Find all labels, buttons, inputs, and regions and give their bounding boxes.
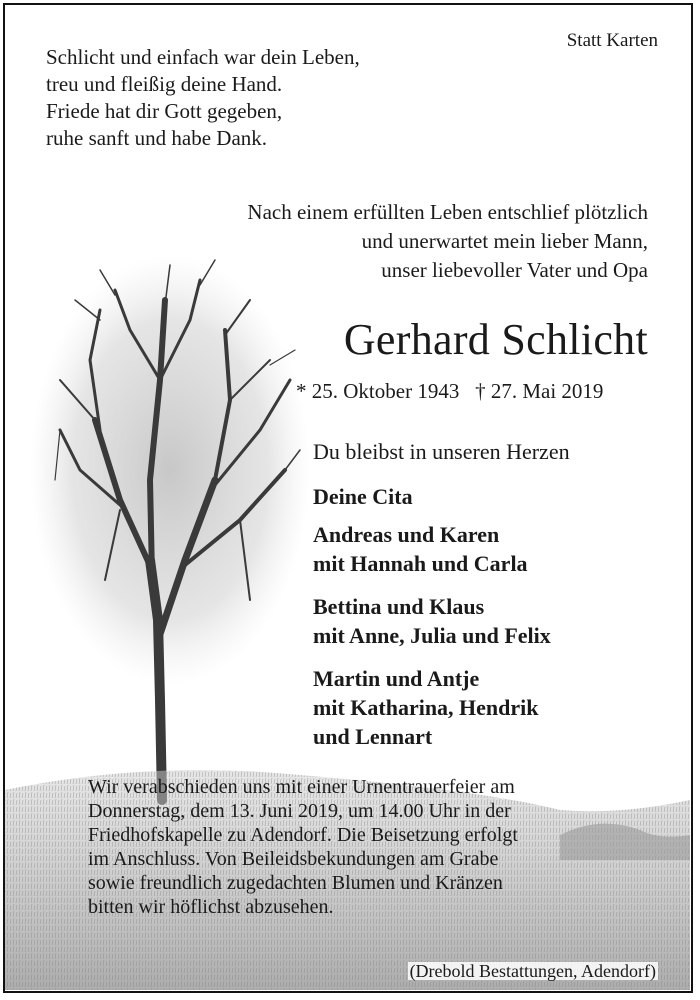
announcement-line: Friedhofskapelle zu Adendorf. Die Beisetzung erfolgt [88,824,518,846]
poem-line: Schlicht und einfach war dein Leben, [46,45,360,69]
family-line: mit Katharina, Hendrik [313,695,539,720]
announcement-line: im Anschluss. Von Beileidsbekundungen am Grabe [88,848,499,870]
poem-line: treu und fleißig deine Hand. [46,72,283,96]
family-line: Martin und Antje [313,666,480,691]
announcement-line: Wir verabschieden uns mit einer Urnentrauerfeier am [88,776,515,798]
family-group [313,482,413,511]
family-line: Andreas und Karen [313,522,500,547]
poem [46,44,360,152]
intro-line: unser liebevoller Vater und Opa [381,258,648,282]
announcement-line: bitten wir höflichst abzusehen. [88,896,334,918]
family-line: Deine Cita [313,484,413,509]
funeral-announcement [88,775,518,919]
family-line: mit Hannah und Carla [313,551,528,576]
poem-line: Friede hat dir Gott gegeben, [46,99,283,123]
funeral-home-credit: (Drebold Bestattungen, Adendorf) [409,961,656,981]
family-line: und Lennart [313,724,433,749]
closing-line: Du bleibst in unseren Herzen [313,439,570,464]
intro-line: Nach einem erfüllten Leben entschlief plötzlich [247,200,648,224]
family-line: Bettina und Klaus [313,594,485,619]
announcement-line: Donnerstag, dem 13. Juni 2019, um 14.00 Uhr in der [88,800,511,822]
family-group [313,520,528,578]
announcement-line: sowie freundlich zugedachten Blumen und Kränzen [88,872,503,894]
family-line: mit Anne, Julia und Felix [313,623,551,648]
birth-date: * 25. Oktober 1943 [296,379,460,403]
family-group [313,592,551,650]
life-dates [296,381,603,402]
statt-karten-label: Statt Karten [566,30,658,51]
intro-line: und unerwartet mein lieber Mann, [361,229,648,253]
death-date: † 27. Mai 2019 [475,379,604,403]
poem-line: ruhe sanft und habe Dank. [46,126,268,150]
family-group [313,664,539,751]
deceased-name: Gerhard Schlicht [343,315,648,364]
intro-text [247,198,648,285]
